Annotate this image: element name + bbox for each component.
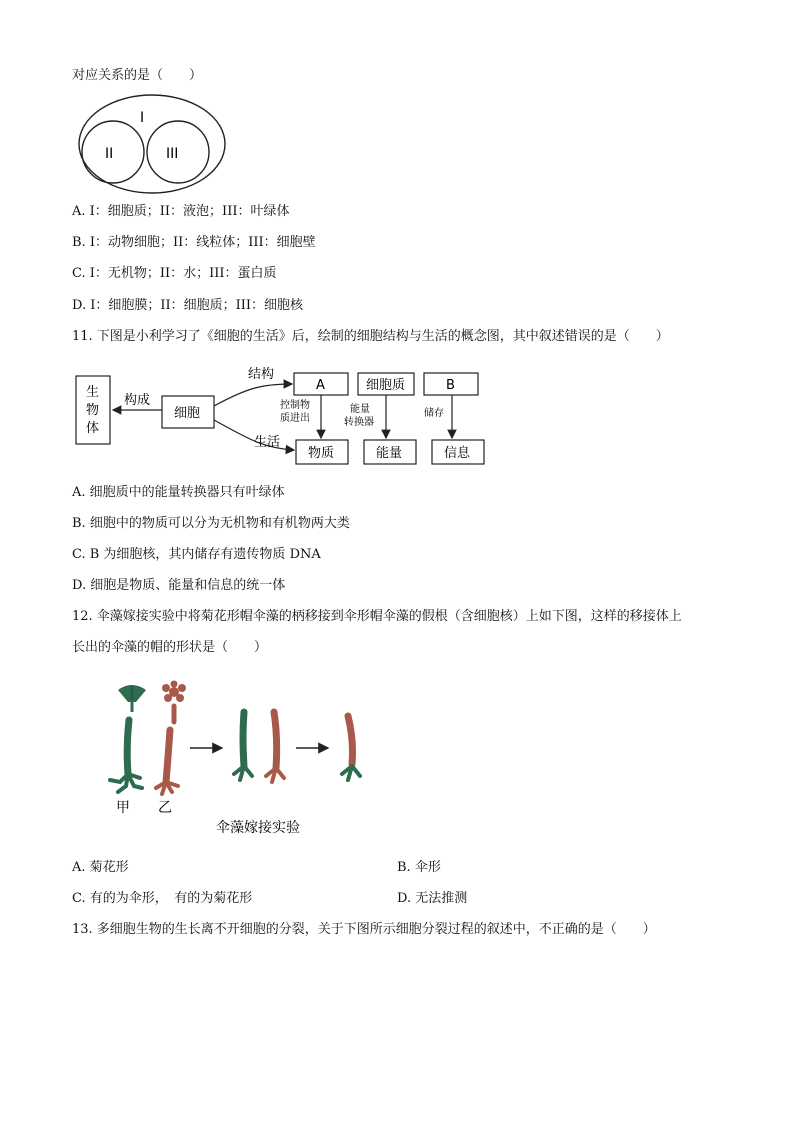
- q11-option-c: C. B 为细胞核，其内储存有遗传物质 DNA: [72, 547, 321, 562]
- q11-concept-map: [72, 358, 492, 468]
- label-structure: 结构: [248, 367, 275, 382]
- box-a-text: A: [316, 378, 325, 393]
- q10-option-a: A. I：细胞质；II：液泡；III：叶绿体: [72, 204, 290, 219]
- box-cell-text: 细胞: [174, 406, 201, 421]
- q13-stem: 13. 多细胞生物的生长离不开细胞的分裂，关于下图所示细胞分裂过程的叙述中，不正确的是（ ）: [72, 922, 656, 937]
- mid-brown-rhizoid: [266, 768, 284, 782]
- q12-stem-line1: 12. 伞藻嫁接实验中将菊花形帽伞藻的柄移接到伞形帽伞藻的假根（含细胞核）上如下图，这样的移接体上: [72, 609, 682, 624]
- q11-stem: 11. 下图是小利学习了《细胞的生活》后，绘制的细胞结构与生活的概念图，其中叙述错误的是（ ）: [72, 329, 669, 344]
- mid-green-stalk: [243, 712, 244, 766]
- label-energy-2: 转换器: [344, 417, 374, 428]
- label-yi: 乙: [158, 800, 172, 816]
- box-organism-char3: 体: [86, 421, 100, 436]
- yi-flower-cap: [162, 681, 186, 703]
- label-store: 储存: [424, 408, 444, 419]
- label-jia: 甲: [116, 800, 130, 816]
- figure-caption: 伞藻嫁接实验: [216, 820, 300, 836]
- jia-rhizoid: [110, 774, 142, 792]
- box-organism-char1: 生: [86, 385, 100, 400]
- result-brown-stalk: [348, 716, 353, 764]
- q12-option-c: C. 有的为伞形， 有的为菊花形: [72, 891, 253, 906]
- q12-option-d: D. 无法推测: [397, 891, 468, 906]
- q12-option-b: B. 伞形: [397, 860, 441, 875]
- venn-outer-ellipse: [79, 95, 225, 193]
- label-compose: 构成: [124, 393, 151, 408]
- venn-label-outer: I: [140, 110, 145, 126]
- q11-option-b: B. 细胞中的物质可以分为无机物和有机物两大类: [72, 516, 350, 531]
- q10-option-c: C. I：无机物；II：水；III：蛋白质: [72, 266, 277, 281]
- label-energy-1: 能量: [350, 404, 370, 415]
- box-energy-text: 能量: [376, 446, 403, 461]
- box-matter-text: 物质: [308, 446, 335, 461]
- venn-label-right: III: [166, 146, 179, 162]
- q12-grafting-figure: [96, 678, 366, 840]
- box-organism-char2: 物: [86, 403, 100, 418]
- venn-label-left: II: [105, 146, 114, 162]
- label-life: 生活: [254, 435, 281, 450]
- q10-option-d: D. I：细胞膜；II：细胞质；III：细胞核: [72, 298, 304, 313]
- q10-option-b: B. I：动物细胞；II：线粒体；III：细胞壁: [72, 235, 316, 250]
- box-info-text: 信息: [444, 446, 471, 461]
- result-green-rhizoid: [342, 766, 360, 780]
- yi-rhizoid: [156, 782, 178, 794]
- label-control-2: 质进出: [280, 413, 310, 424]
- q12-stem-line2: 长出的伞藻的帽的形状是（ ）: [72, 640, 268, 655]
- mid-green-rhizoid: [234, 766, 252, 780]
- q11-option-d: D. 细胞是物质、能量和信息的统一体: [72, 578, 286, 593]
- q11-option-a: A. 细胞质中的能量转换器只有叶绿体: [72, 485, 285, 500]
- q10-stem-tail: 对应关系的是（ ）: [72, 68, 203, 83]
- box-cytoplasm-text: 细胞质: [366, 378, 406, 393]
- q12-option-a: A. 菊花形: [72, 860, 129, 875]
- label-control-1: 控制物: [280, 400, 310, 411]
- yi-stalk: [166, 730, 170, 782]
- jia-stalk: [127, 720, 129, 774]
- mid-brown-stalk: [274, 712, 277, 768]
- q10-venn-diagram: [76, 92, 228, 196]
- box-b-text: B: [446, 378, 455, 393]
